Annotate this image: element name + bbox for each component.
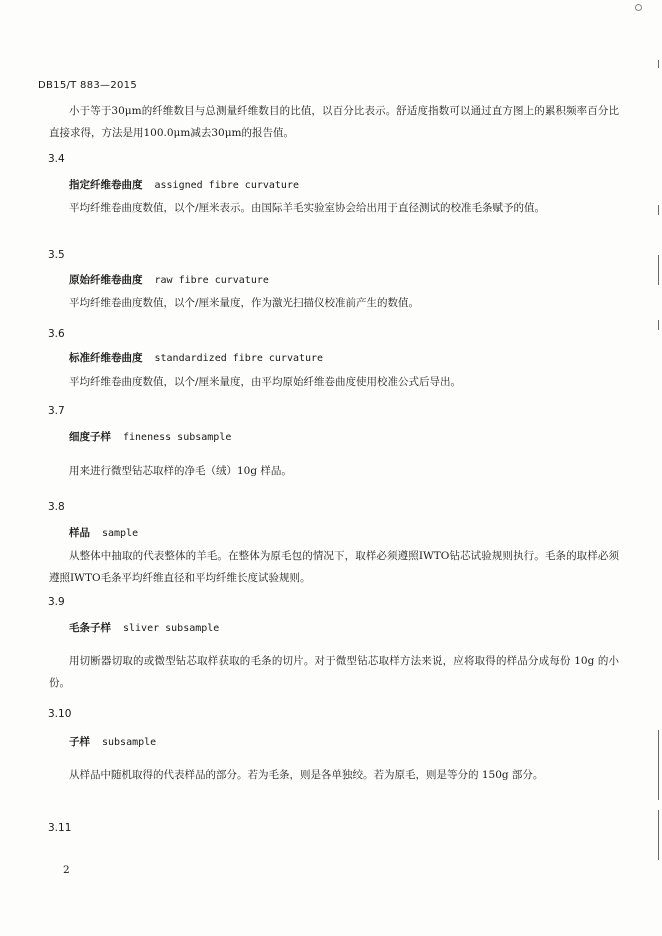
section-number: 3.10 — [48, 708, 72, 720]
section-number: 3.11 — [48, 822, 72, 834]
term-english: sliver subsample — [123, 623, 220, 634]
term-definition: 平均纤维卷曲度数值，以个/厘米表示。由国际羊毛实验室协会给出用于直径测试的校准毛条赋予的值。 — [69, 202, 546, 214]
scan-edge-mark — [658, 60, 659, 68]
term-english: subsample — [102, 737, 157, 748]
term-heading — [69, 734, 156, 749]
term-heading — [69, 429, 231, 444]
term-english: fineness subsample — [123, 432, 232, 443]
section-number: 3.6 — [48, 328, 65, 340]
intro-paragraph: 小于等于30μm的纤维数目与总测量纤维数目的比值，以百分比表示。舒适度指数可以通过直方图上的累积频率百分比直接求得，方法是用100.0μm减去30μm的报告值。 — [49, 105, 619, 139]
page-number: 2 — [63, 864, 70, 876]
section-number: 3.4 — [48, 153, 65, 165]
section-number: 3.7 — [48, 405, 65, 417]
term-heading — [69, 272, 269, 287]
term-english: raw fibre curvature — [154, 275, 269, 286]
term-heading — [69, 620, 219, 635]
scan-edge-mark — [658, 320, 659, 330]
term-definition: 从整体中抽取的代表整体的羊毛。在整体为原毛包的情况下，取样必须遵照IWTO钻芯试验规则执行。毛条的取样必须遵照IWTO毛条平均纤维直径和平均纤维长度试验规则。 — [49, 550, 619, 584]
scan-edge-mark — [658, 810, 659, 860]
term-english: assigned fibre curvature — [154, 180, 299, 191]
term-chinese: 子样 — [69, 736, 90, 748]
term-chinese: 样品 — [69, 527, 90, 539]
term-chinese: 细度子样 — [69, 431, 111, 443]
section-number: 3.9 — [48, 596, 65, 608]
document-code: DB15/T 883—2015 — [38, 80, 137, 91]
term-definition: 用切断器切取的或微型钻芯取样获取的毛条的切片。对于微型钻芯取样方法来说，应将取得的样品分成每份 10g 的小份。 — [49, 655, 619, 689]
term-definition: 从样品中随机取得的代表样品的部分。若为毛条，则是各单独绞。若为原毛，则是等分的 150g 部分。 — [69, 769, 544, 781]
section-number: 3.8 — [48, 501, 65, 513]
scan-edge-mark — [658, 205, 659, 215]
term-chinese: 原始纤维卷曲度 — [69, 274, 143, 286]
term-heading — [69, 525, 138, 540]
term-heading — [69, 350, 323, 365]
term-english: sample — [102, 528, 139, 539]
scan-edge-mark — [658, 255, 659, 285]
term-heading — [69, 177, 299, 192]
section-number: 3.5 — [48, 249, 65, 261]
term-english: standardized fibre curvature — [154, 353, 324, 364]
corner-mark-icon — [635, 4, 642, 11]
scan-edge-mark — [658, 730, 659, 800]
term-chinese: 标准纤维卷曲度 — [69, 352, 143, 364]
term-chinese: 指定纤维卷曲度 — [69, 179, 143, 191]
term-definition: 平均纤维卷曲度数值，以个/厘米量度，由平均原始纤维卷曲度使用校准公式后导出。 — [69, 376, 462, 388]
term-definition: 平均纤维卷曲度数值，以个/厘米量度，作为激光扫描仪校准前产生的数值。 — [69, 297, 420, 309]
term-definition: 用来进行微型钻芯取样的净毛（绒）10g 样品。 — [69, 465, 292, 477]
term-chinese: 毛条子样 — [69, 622, 111, 634]
